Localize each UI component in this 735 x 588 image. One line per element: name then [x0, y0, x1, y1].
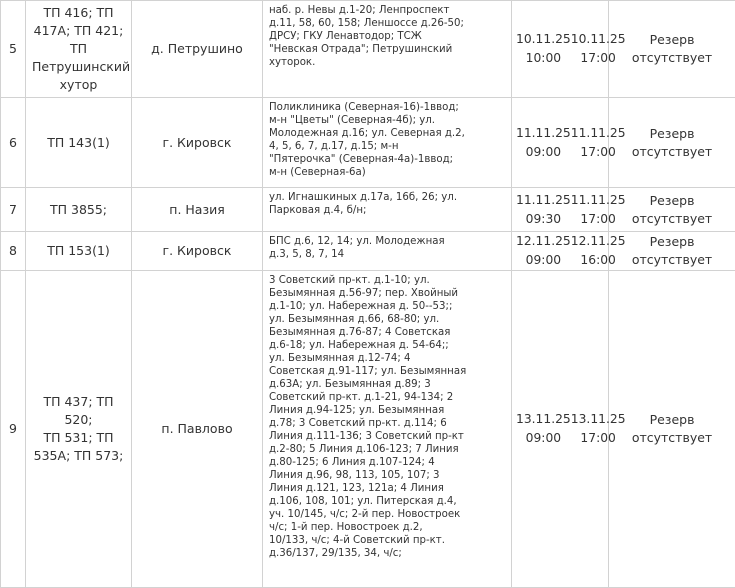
- substation-cell: [26, 232, 132, 271]
- start-date: 11.11.25: [516, 191, 571, 210]
- start-time: 09:30: [516, 210, 571, 229]
- address-line: д.6-18; ул. Набережная д. 54-64;;: [269, 339, 508, 352]
- period-cell: [512, 98, 609, 188]
- start-date: 11.11.25: [516, 124, 571, 143]
- substation-cell: [26, 98, 132, 188]
- locality-cell: д. Петрушино: [132, 1, 263, 98]
- reserve-cell: [609, 1, 735, 98]
- reserve-line: Резерв: [609, 233, 735, 251]
- address-line: хуторок.: [269, 56, 508, 69]
- start-datetime: [516, 410, 571, 448]
- end-time: 16:00: [571, 251, 626, 270]
- address-line: Советский пр-кт. д.1-21, 94-134; 2: [269, 391, 508, 404]
- start-datetime: [516, 232, 571, 270]
- locality-cell: п. Павлово: [132, 271, 263, 588]
- locality-cell: г. Кировск: [132, 232, 263, 271]
- address-line: д.3, 5, 8, 7, 14: [269, 248, 508, 261]
- substation-line: ТП 531; ТП: [32, 429, 125, 447]
- end-date: 11.11.25: [571, 191, 626, 210]
- address-line: д.11, 58, 60, 158; Леншоссе д.26-50;: [269, 17, 508, 30]
- substation-line: 535А; ТП 573;: [32, 447, 125, 465]
- period-cell: [512, 232, 609, 271]
- address-line: ул. Безымянная д.12-74; 4: [269, 352, 508, 365]
- end-datetime: [571, 124, 626, 162]
- row-number: 9: [1, 271, 26, 588]
- start-date: 12.11.25: [516, 232, 571, 251]
- address-line: Линия д.121, 123, 121а; 4 Линия: [269, 482, 508, 495]
- row-number: 6: [1, 98, 26, 188]
- address-line: Парковая д.4, б/н;: [269, 204, 508, 217]
- start-time: 09:00: [516, 143, 571, 162]
- row-number: 8: [1, 232, 26, 271]
- reserve-cell: [609, 232, 735, 271]
- substation-cell: [26, 271, 132, 588]
- substation-line: ТП 143(1): [32, 134, 125, 152]
- substation-cell: [26, 1, 132, 98]
- start-datetime: [516, 30, 571, 68]
- end-datetime: [571, 30, 626, 68]
- reserve-line: отсутствует: [609, 49, 735, 67]
- table-row: [1, 271, 735, 588]
- reserve-cell: [609, 98, 735, 188]
- substation-line: хутор: [32, 76, 125, 94]
- address-line: "Пятерочка" (Северная-4а)-1ввод;: [269, 153, 508, 166]
- reserve-line: Резерв: [609, 31, 735, 49]
- address-line: д.80-125; 6 Линия д.107-124; 4: [269, 456, 508, 469]
- address-line: Безымянная д.56-97; пер. Хвойный: [269, 287, 508, 300]
- table-row: [1, 1, 735, 98]
- address-line: д.2-80; 5 Линия д.106-123; 7 Линия: [269, 443, 508, 456]
- reserve-cell: [609, 271, 735, 588]
- substation-line: ТП 3855;: [32, 201, 125, 219]
- address-line: ДРСУ; ГКУ Ленавтодор; ТСЖ: [269, 30, 508, 43]
- reserve-line: Резерв: [609, 125, 735, 143]
- start-datetime: [516, 124, 571, 162]
- end-time: 17:00: [571, 143, 626, 162]
- end-time: 17:00: [571, 210, 626, 229]
- address-line: Безымянная д.76-87; 4 Советская: [269, 326, 508, 339]
- substation-line: 417А; ТП 421;: [32, 22, 125, 40]
- table-row: [1, 98, 735, 188]
- address-line: Линия д.111-136; 3 Советский пр-кт: [269, 430, 508, 443]
- address-line: Поликлиника (Северная-16)-1ввод;: [269, 101, 508, 114]
- address-line: ул. Безымянная д.66, 68-80; ул.: [269, 313, 508, 326]
- address-cell: [263, 1, 512, 98]
- table-row: [1, 232, 735, 271]
- address-line: 4, 5, 6, 7, д.17, д.15; м-н: [269, 140, 508, 153]
- address-line: 3 Советский пр-кт. д.1-10; ул.: [269, 274, 508, 287]
- start-time: 10:00: [516, 49, 571, 68]
- locality-cell: г. Кировск: [132, 98, 263, 188]
- address-line: БПС д.6, 12, 14; ул. Молодежная: [269, 235, 508, 248]
- address-line: наб. р. Невы д.1-20; Ленпроспект: [269, 4, 508, 17]
- address-line: Линия д.94-125; ул. Безымянная: [269, 404, 508, 417]
- address-line: д.63А; ул. Безымянная д.89; 3: [269, 378, 508, 391]
- address-cell: [263, 188, 512, 232]
- address-line: д.36/137, 29/135, 34, ч/с;: [269, 547, 508, 560]
- start-date: 13.11.25: [516, 410, 571, 429]
- address-cell: [263, 232, 512, 271]
- address-line: 10/133, ч/с; 4-й Советский пр-кт.: [269, 534, 508, 547]
- substation-cell: [26, 188, 132, 232]
- reserve-line: отсутствует: [609, 251, 735, 269]
- reserve-cell: [609, 188, 735, 232]
- end-datetime: [571, 410, 626, 448]
- substation-line: ТП 416; ТП: [32, 4, 125, 22]
- substation-line: Петрушинский: [32, 58, 125, 76]
- reserve-line: отсутствует: [609, 210, 735, 228]
- start-datetime: [516, 191, 571, 229]
- substation-line: ТП 153(1): [32, 242, 125, 260]
- address-cell: [263, 271, 512, 588]
- end-datetime: [571, 232, 626, 270]
- address-cell: [263, 98, 512, 188]
- locality-cell: п. Назия: [132, 188, 263, 232]
- end-date: 11.11.25: [571, 124, 626, 143]
- address-line: Советская д.91-117; ул. Безымянная: [269, 365, 508, 378]
- address-line: м-н "Цветы" (Северная-4б); ул.: [269, 114, 508, 127]
- address-line: ч/с; 1-й пер. Новостроек д.2,: [269, 521, 508, 534]
- reserve-line: отсутствует: [609, 143, 735, 161]
- address-line: м-н (Северная-6а): [269, 166, 508, 179]
- address-line: д.106, 108, 101; ул. Питерская д.4,: [269, 495, 508, 508]
- address-line: д.78; 3 Советский пр-кт. д.114; 6: [269, 417, 508, 430]
- row-number: 7: [1, 188, 26, 232]
- row-number: 5: [1, 1, 26, 98]
- end-datetime: [571, 191, 626, 229]
- reserve-line: Резерв: [609, 411, 735, 429]
- reserve-line: отсутствует: [609, 429, 735, 447]
- start-time: 09:00: [516, 251, 571, 270]
- address-line: "Невская Отрада"; Петрушинский: [269, 43, 508, 56]
- address-line: уч. 10/145, ч/с; 2-й пер. Новостроек: [269, 508, 508, 521]
- address-line: ул. Игнашкиных д.17а, 16б, 26; ул.: [269, 191, 508, 204]
- period-cell: [512, 271, 609, 588]
- start-date: 10.11.25: [516, 30, 571, 49]
- table-row: [1, 188, 735, 232]
- reserve-line: Резерв: [609, 192, 735, 210]
- end-date: 12.11.25: [571, 232, 626, 251]
- address-line: Молодежная д.16; ул. Северная д.2,: [269, 127, 508, 140]
- end-time: 17:00: [571, 429, 626, 448]
- start-time: 09:00: [516, 429, 571, 448]
- period-cell: [512, 188, 609, 232]
- end-time: 17:00: [571, 49, 626, 68]
- period-cell: [512, 1, 609, 98]
- substation-line: ТП 437; ТП 520;: [32, 393, 125, 429]
- address-line: Линия д.96, 98, 113, 105, 107; 3: [269, 469, 508, 482]
- address-line: д.1-10; ул. Набережная д. 50--53;;: [269, 300, 508, 313]
- end-date: 13.11.25: [571, 410, 626, 429]
- end-date: 10.11.25: [571, 30, 626, 49]
- substation-line: ТП: [32, 40, 125, 58]
